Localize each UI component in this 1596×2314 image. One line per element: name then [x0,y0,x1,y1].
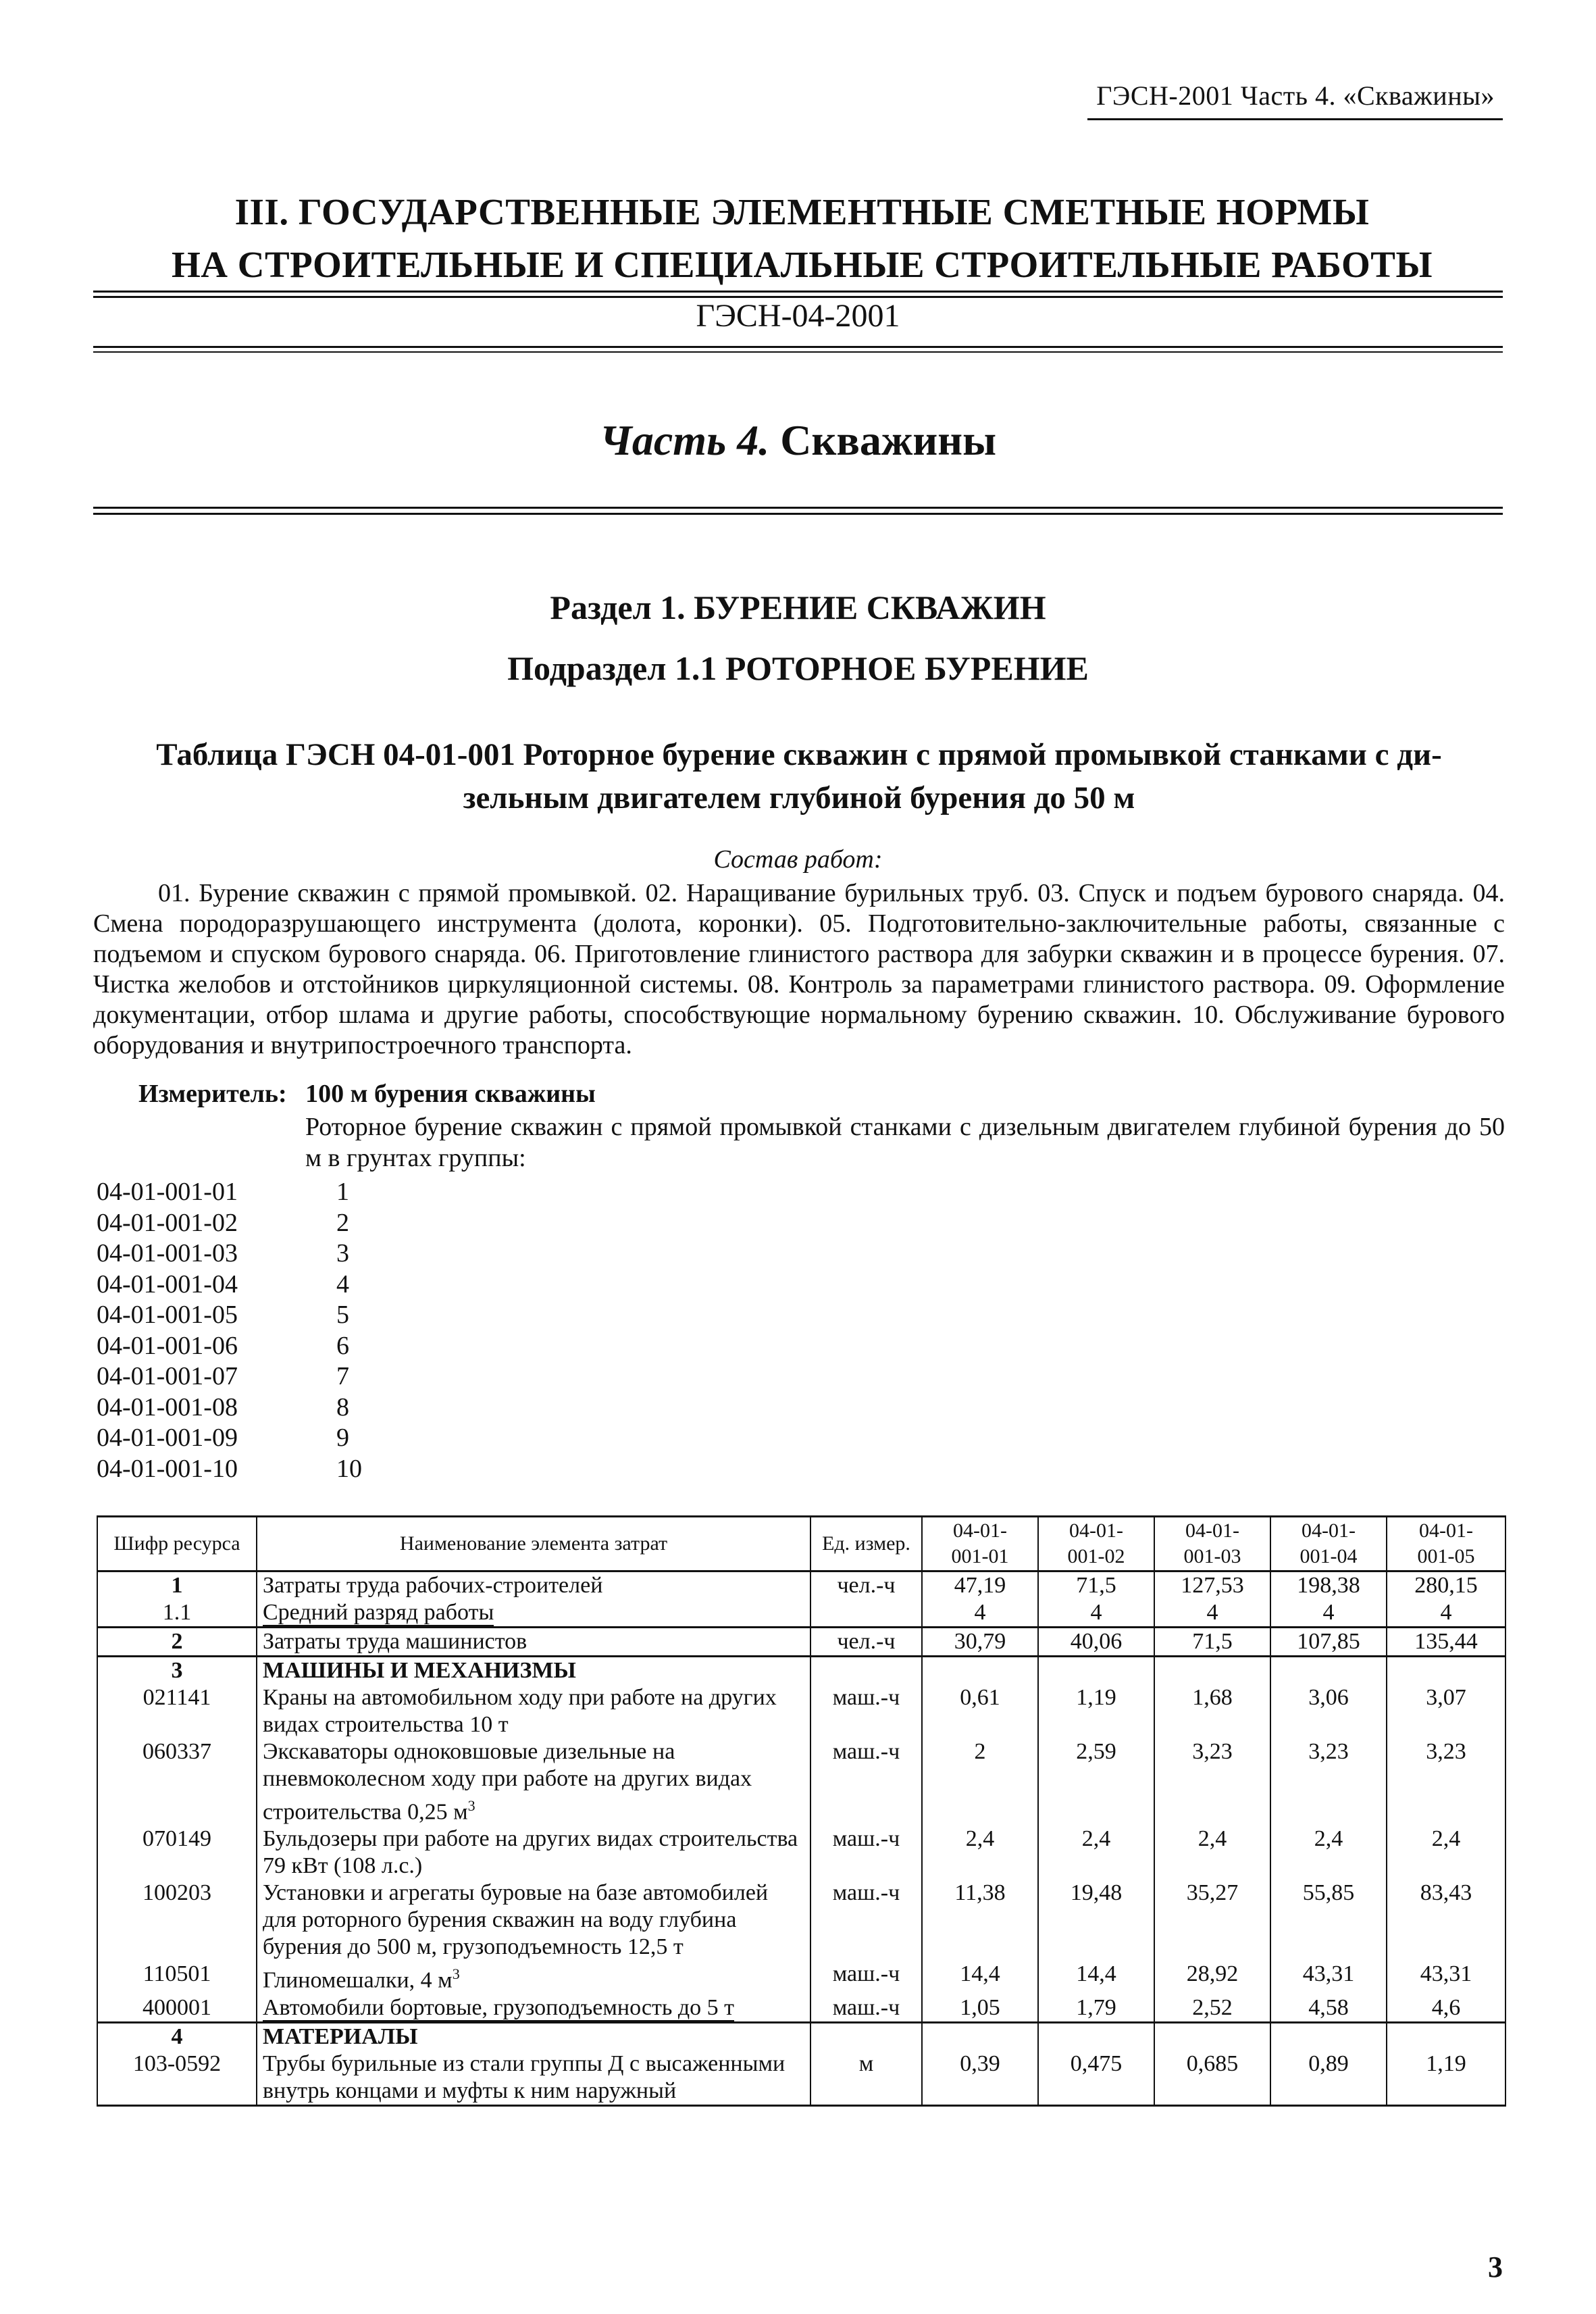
cell-value [1387,2022,1505,2051]
cell-value: 40,06 [1038,1628,1154,1657]
cell-value: 83,43 [1387,1880,1505,1961]
table-row [97,1880,1505,1961]
cell-code: 100203 [97,1880,257,1961]
cell-code: 070149 [97,1826,257,1880]
norm-code: 04-01-001-06 [97,1331,238,1360]
cell-unit [810,2022,922,2051]
cell-code: 2 [97,1628,257,1657]
norm-code-list [97,1177,362,1484]
cell-name: Трубы бурильные из стали группы Д с высаженными внутрь концами и муфты к ним наружный [257,2051,810,2106]
cell-name: Краны на автомобильном ходу при работе на других видах строительства 10 т [257,1684,810,1738]
table-row [97,1628,1505,1657]
rule [93,346,1503,348]
cell-value [1154,1657,1270,1685]
cell-code: 4 [97,2022,257,2051]
page-number: 3 [1488,2250,1503,2284]
main-title-line2: НА СТРОИТЕЛЬНЫЕ И СПЕЦИАЛЬНЫЕ СТРОИТЕЛЬНЫЕ РАБОТЫ [172,244,1433,285]
table-title-line2: зельным двигателем глубиной бурения до 50 м [463,780,1135,815]
cell-value: 14,4 [922,1961,1038,1994]
cell-value: 135,44 [1387,1628,1505,1657]
superscript: 3 [467,1797,475,1814]
cell-value: 30,79 [922,1628,1038,1657]
cell-value: 1,79 [1038,1994,1154,2023]
cell-value: 2,4 [1270,1826,1387,1880]
cell-code: 1 [97,1571,257,1600]
header-col-3 [1154,1517,1270,1571]
header-col-1-a: 04-01- [953,1519,1007,1542]
list-item [97,1392,362,1424]
cell-unit: маш.-ч [810,1994,922,2023]
works-caption: Состав работ: [713,845,883,874]
cell-value: 43,31 [1387,1961,1505,1994]
cell-value [922,2022,1038,2051]
cell-value: 2,4 [1154,1826,1270,1880]
cell-value: 71,5 [1154,1628,1270,1657]
cell-value [1387,1657,1505,1685]
cell-value: 55,85 [1270,1880,1387,1961]
cell-value: 1,19 [1038,1684,1154,1738]
cell-value: 1,19 [1387,2051,1505,2106]
cell-name [257,1994,810,2023]
header-col-3-a: 04-01- [1185,1519,1239,1542]
cell-code: 103-0592 [97,2051,257,2106]
cell-value: 4 [1154,1599,1270,1628]
cell-code: 110501 [97,1961,257,1994]
cell-name [257,1738,810,1826]
soil-group: 7 [336,1362,349,1390]
header-col-2 [1038,1517,1154,1571]
main-title [101,186,1503,291]
cell-value: 2,4 [1387,1826,1505,1880]
list-item [97,1269,362,1301]
table-row [97,1599,1505,1628]
cell-value: 71,5 [1038,1571,1154,1600]
table-row [97,2022,1505,2051]
cell-name [257,1599,810,1628]
cell-name: Затраты труда машинистов [257,1628,810,1657]
cell-value: 4 [1270,1599,1387,1628]
part-label: Часть 4. [599,416,770,464]
cell-unit: м [810,2051,922,2106]
cell-name-text: Глиномешалки, 4 м [263,1967,453,1993]
cell-value: 4 [1387,1599,1505,1628]
cell-value: 127,53 [1154,1571,1270,1600]
norm-code: 04-01-001-09 [97,1424,238,1452]
rule [93,291,1503,293]
table-row [97,1961,1505,1994]
table-row [97,1571,1505,1600]
cell-value: 0,89 [1270,2051,1387,2106]
header-col-2-b: 001-02 [1067,1545,1125,1567]
part-name: Скважины [780,416,997,464]
soil-group: 3 [336,1239,349,1267]
list-item [97,1331,362,1362]
cell-value: 0,685 [1154,2051,1270,2106]
cell-name: Затраты труда рабочих-строителей [257,1571,810,1600]
cell-value: 1,68 [1154,1684,1270,1738]
list-item [97,1238,362,1269]
norm-code: 04-01-001-04 [97,1269,238,1299]
header-col-2-a: 04-01- [1069,1519,1123,1542]
cell-name-text: Средний разряд работы [263,1600,494,1625]
norm-code: 04-01-001-01 [97,1178,238,1206]
cell-value: 11,38 [922,1880,1038,1961]
soil-group: 8 [336,1392,349,1422]
cell-unit: маш.-ч [810,1880,922,1961]
soil-group: 2 [336,1208,349,1237]
cell-value: 198,38 [1270,1571,1387,1600]
header-col-1 [922,1517,1038,1571]
cell-value: 4 [1038,1599,1154,1628]
header-col-1-b: 001-01 [951,1545,1009,1567]
cell-unit [810,1657,922,1685]
cell-value: 2,52 [1154,1994,1270,2023]
header-col-4-b: 001-04 [1299,1545,1358,1567]
cell-value: 2,4 [1038,1826,1154,1880]
cell-value: 3,23 [1387,1738,1505,1826]
cell-value: 47,19 [922,1571,1038,1600]
table-row [97,1738,1505,1826]
soil-group: 9 [336,1424,349,1452]
cell-unit: маш.-ч [810,1961,922,1994]
cell-code: 1.1 [97,1599,257,1628]
list-item [97,1208,362,1239]
cell-code: 021141 [97,1684,257,1738]
soil-group: 10 [336,1454,362,1483]
list-item [97,1177,362,1208]
measure [138,1079,596,1109]
cell-unit [810,1599,922,1628]
cell-value: 3,23 [1154,1738,1270,1826]
table-row [97,1657,1505,1685]
measure-value: 100 м бурения скважины [305,1080,596,1108]
cell-value: 43,31 [1270,1961,1387,1994]
cell-value: 2,4 [922,1826,1038,1880]
norm-code: 04-01-001-07 [97,1362,238,1390]
norm-code: 04-01-001-05 [97,1301,238,1329]
running-header: ГЭСН-2001 Часть 4. «Скважины» [1096,80,1495,111]
norm-description: Роторное бурение скважин с прямой промывкой станками с дизельным двигателем глубиной бурения до 50 м в грунтах группы: [305,1113,1505,1172]
cell-value: 3,07 [1387,1684,1505,1738]
cell-unit: чел.-ч [810,1571,922,1600]
cell-value [1270,1657,1387,1685]
resource-table [97,1515,1506,2107]
header-code: Шифр ресурса [97,1517,257,1571]
cell-value [1038,2022,1154,2051]
table-row [97,1826,1505,1880]
cell-unit: маш.-ч [810,1738,922,1826]
soil-group: 4 [336,1269,349,1299]
cell-code: 400001 [97,1994,257,2023]
table-title [93,733,1505,820]
cell-name: МАТЕРИАЛЫ [257,2022,810,2051]
cell-name-text: Экскаваторы одноковшовые дизельные на пневмоколесном ходу при работе на других видах строительства 0,25 м [263,1739,752,1825]
soil-group: 1 [336,1178,349,1206]
norm-code: 04-01-001-03 [97,1239,238,1267]
cell-value: 3,06 [1270,1684,1387,1738]
header-col-5-a: 04-01- [1419,1519,1473,1542]
cell-unit: маш.-ч [810,1826,922,1880]
cell-value [1270,2022,1387,2051]
cell-value: 1,05 [922,1994,1038,2023]
cell-code: 060337 [97,1738,257,1826]
cell-unit: чел.-ч [810,1628,922,1657]
cell-value [1038,1657,1154,1685]
table-row [97,1684,1505,1738]
cell-value: 0,475 [1038,2051,1154,2106]
rule [93,513,1503,515]
table-header-row [97,1517,1505,1571]
cell-value: 0,39 [922,2051,1038,2106]
cell-value [1154,2022,1270,2051]
rule [93,507,1503,509]
norm-code: 04-01-001-10 [97,1454,238,1483]
cell-value: 4,6 [1387,1994,1505,2023]
table-row [97,2051,1505,2106]
list-item [97,1361,362,1392]
norm-code: 04-01-001-08 [97,1392,238,1422]
superscript: 3 [452,1965,460,1983]
soil-group: 6 [336,1331,349,1360]
cell-value: 35,27 [1154,1880,1270,1961]
part-title [93,416,1503,466]
cell-value: 4,58 [1270,1994,1387,2023]
cell-value: 2 [922,1738,1038,1826]
code-heading: ГЭСН-04-2001 [696,298,900,334]
cell-value: 107,85 [1270,1628,1387,1657]
table-title-line1: Таблица ГЭСН 04-01-001 Роторное бурение скважин с прямой промывкой станками с ди- [156,737,1442,772]
cell-name-text: Автомобили бортовые, грузоподъемность до 5 т [263,1994,735,2020]
soil-group: 5 [336,1301,349,1329]
cell-value: 0,61 [922,1684,1038,1738]
cell-value: 280,15 [1387,1571,1505,1600]
running-header-rule [1087,118,1503,120]
header-col-4-a: 04-01- [1302,1519,1356,1542]
table-row [97,1994,1505,2023]
cell-value: 14,4 [1038,1961,1154,1994]
list-item [97,1454,362,1485]
list-item [97,1423,362,1454]
cell-value: 28,92 [1154,1961,1270,1994]
list-item [97,1300,362,1331]
cell-name: МАШИНЫ И МЕХАНИЗМЫ [257,1657,810,1685]
cell-name: Установки и агрегаты буровые на базе автомобилей для роторного бурения скважин на воду глубина бурения до 500 м, грузоподъемность 12,5 т [257,1880,810,1961]
header-col-5-b: 001-05 [1417,1545,1475,1567]
header-col-3-b: 001-03 [1183,1545,1241,1567]
works-text: 01. Бурение скважин с прямой промывкой. 02. Наращивание бурильных труб. 03. Спуск и подъем бурового снаряда. 04. Смена породоразрушающего инструмента (долота, коронки). 05. Подготовительно-заключительные работы, связанные с подъемом и спуском бурового снаряда. 06. Приготовление глинистого раствора для забурки скважин и в процессе бурения. 07. Чистка желобов и отстойников циркуляционной системы. 08. Контроль за параметрами глинистого раствора. 09. Оформление документации, отбор шлама и другие работы, способствующие нормальному бурению скважин. 10. Обслуживание бурового оборудования и внутрипостроечного транспорта. [93,879,1505,1059]
cell-unit: маш.-ч [810,1684,922,1738]
header-name: Наименование элемента затрат [257,1517,810,1571]
cell-code: 3 [97,1657,257,1685]
norm-code: 04-01-001-02 [97,1208,238,1237]
measure-label: Измеритель: [138,1080,287,1108]
cell-name: Бульдозеры при работе на других видах строительства 79 кВт (108 л.с.) [257,1826,810,1880]
cell-value: 3,23 [1270,1738,1387,1826]
header-col-5 [1387,1517,1505,1571]
rule [93,351,1503,353]
subsection-title: Подраздел 1.1 РОТОРНОЕ БУРЕНИЕ [507,649,1089,687]
header-unit: Ед. измер. [810,1517,922,1571]
cell-value: 2,59 [1038,1738,1154,1826]
main-title-line1: III. ГОСУДАРСТВЕННЫЕ ЭЛЕМЕНТНЫЕ СМЕТНЫЕ НОРМЫ [234,191,1370,232]
section-title: Раздел 1. БУРЕНИЕ СКВАЖИН [550,588,1046,626]
cell-value: 19,48 [1038,1880,1154,1961]
cell-value [922,1657,1038,1685]
cell-value: 4 [922,1599,1038,1628]
cell-name [257,1961,810,1994]
header-col-4 [1270,1517,1387,1571]
